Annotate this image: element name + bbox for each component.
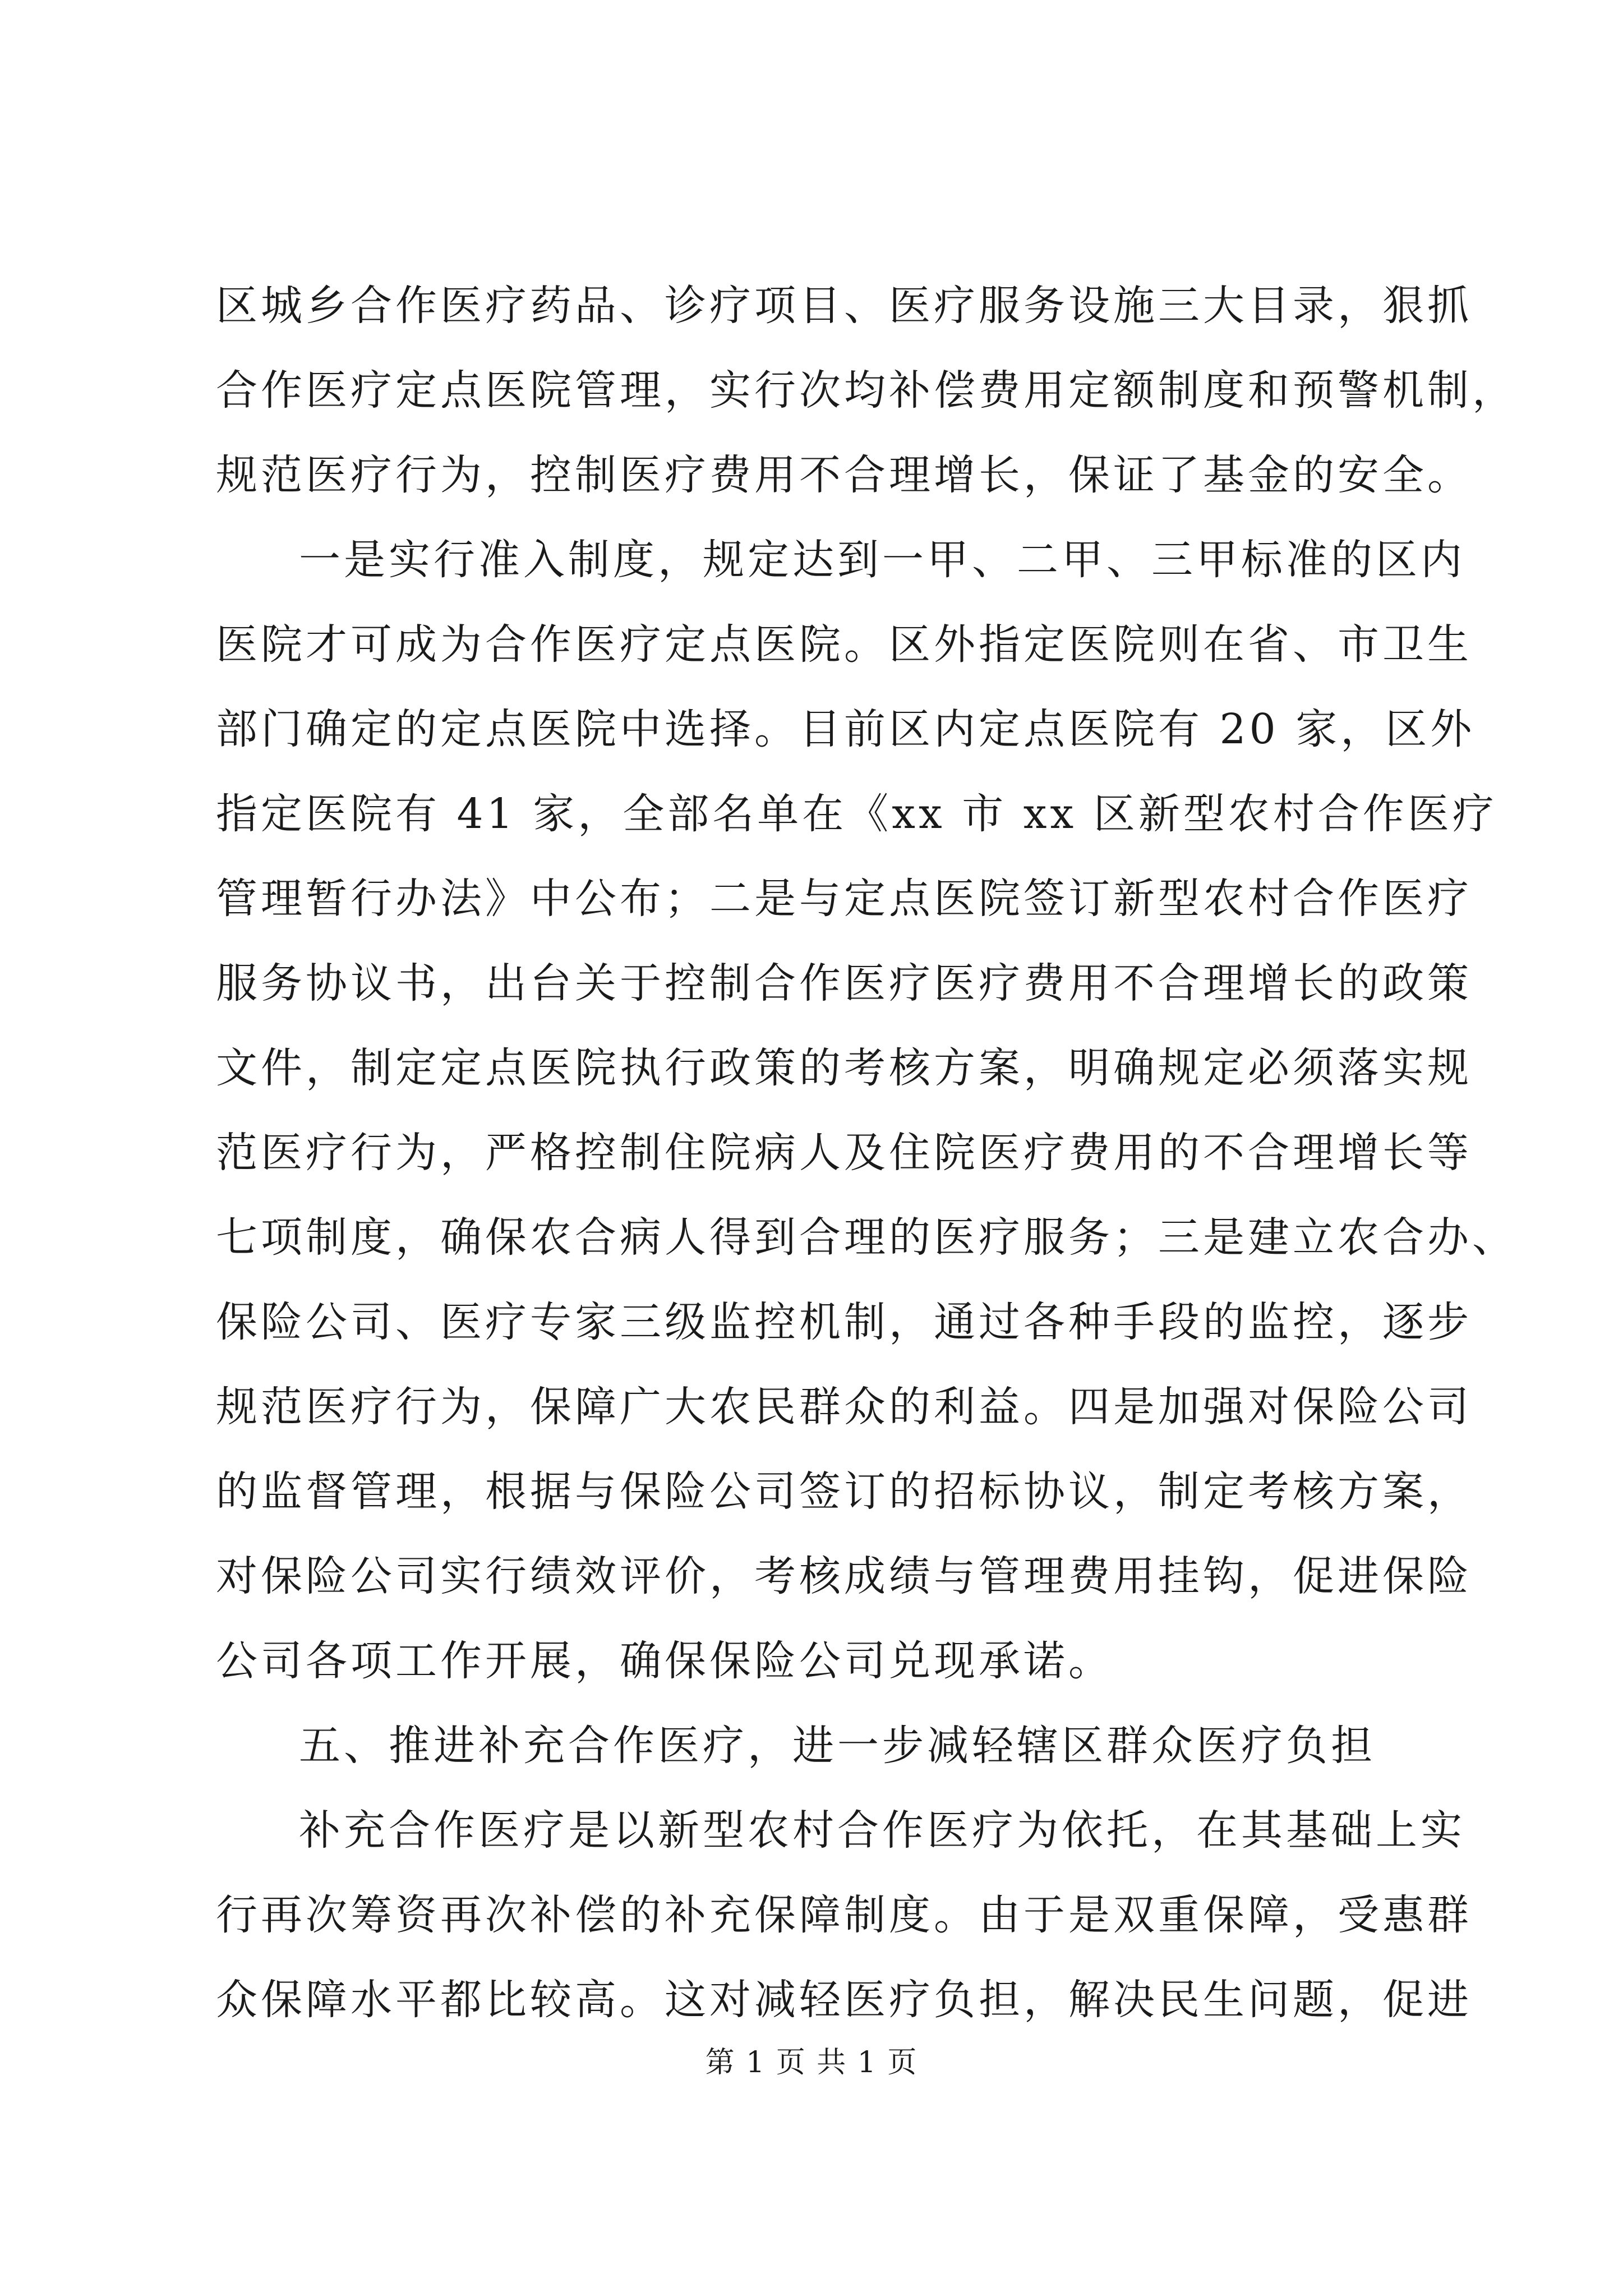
text-line: 文件，制定定点医院执行政策的考核方案，明确规定必须落实规	[216, 1044, 1472, 1092]
text-line: 指定医院有 41 家，全部名单在《xx 市 xx 区新型农村合作医疗	[216, 790, 1497, 838]
text-line: 的监督管理，根据与保险公司签订的招标协议，制定考核方案，	[216, 1467, 1472, 1516]
text-line: 管理暂行办法》中公布；二是与定点医院签订新型农村合作医疗	[216, 875, 1472, 923]
text-line: 七项制度，确保农合病人得到合理的医疗服务；三是建立农合办、	[216, 1213, 1517, 1262]
text-line: 区城乡合作医疗药品、诊疗项目、医疗服务设施三大目录，狠抓	[216, 282, 1472, 330]
text-line: 合作医疗定点医院管理，实行次均补偿费用定额制度和预警机制，	[216, 366, 1517, 415]
section-heading: 五、推进补充合作医疗，进一步减轻辖区群众医疗负担	[299, 1722, 1376, 1770]
text-line: 规范医疗行为，控制医疗费用不合理增长，保证了基金的安全。	[216, 451, 1472, 499]
text-line: 范医疗行为，严格控制住院病人及住院医疗费用的不合理增长等	[216, 1129, 1472, 1177]
text-line: 行再次筹资再次补偿的补充保障制度。由于是双重保障，受惠群	[216, 1891, 1472, 1939]
text-line: 医院才可成为合作医疗定点医院。区外指定医院则在省、市卫生	[216, 620, 1472, 669]
page-number-footer: 第 1 页 共 1 页	[705, 2046, 918, 2079]
text-line: 服务协议书，出台关于控制合作医疗医疗费用不合理增长的政策	[216, 959, 1472, 1007]
text-line: 保险公司、医疗专家三级监控机制，通过各种手段的监控，逐步	[216, 1298, 1472, 1346]
paragraph-start-line: 补充合作医疗是以新型农村合作医疗为依托，在其基础上实	[299, 1806, 1465, 1855]
text-line: 公司各项工作开展，确保保险公司兑现承诺。	[216, 1637, 1113, 1685]
paragraph-start-line: 一是实行准入制度，规定达到一甲、二甲、三甲标准的区内	[299, 536, 1465, 584]
text-line: 部门确定的定点医院中选择。目前区内定点医院有 20 家，区外	[216, 705, 1476, 753]
text-line: 对保险公司实行绩效评价，考核成绩与管理费用挂钩，促进保险	[216, 1552, 1472, 1600]
text-line: 规范医疗行为，保障广大农民群众的利益。四是加强对保险公司	[216, 1383, 1472, 1431]
document-body	[216, 264, 1517, 2042]
text-line: 众保障水平都比较高。这对减轻医疗负担，解决民生问题，促进	[216, 1976, 1472, 2024]
